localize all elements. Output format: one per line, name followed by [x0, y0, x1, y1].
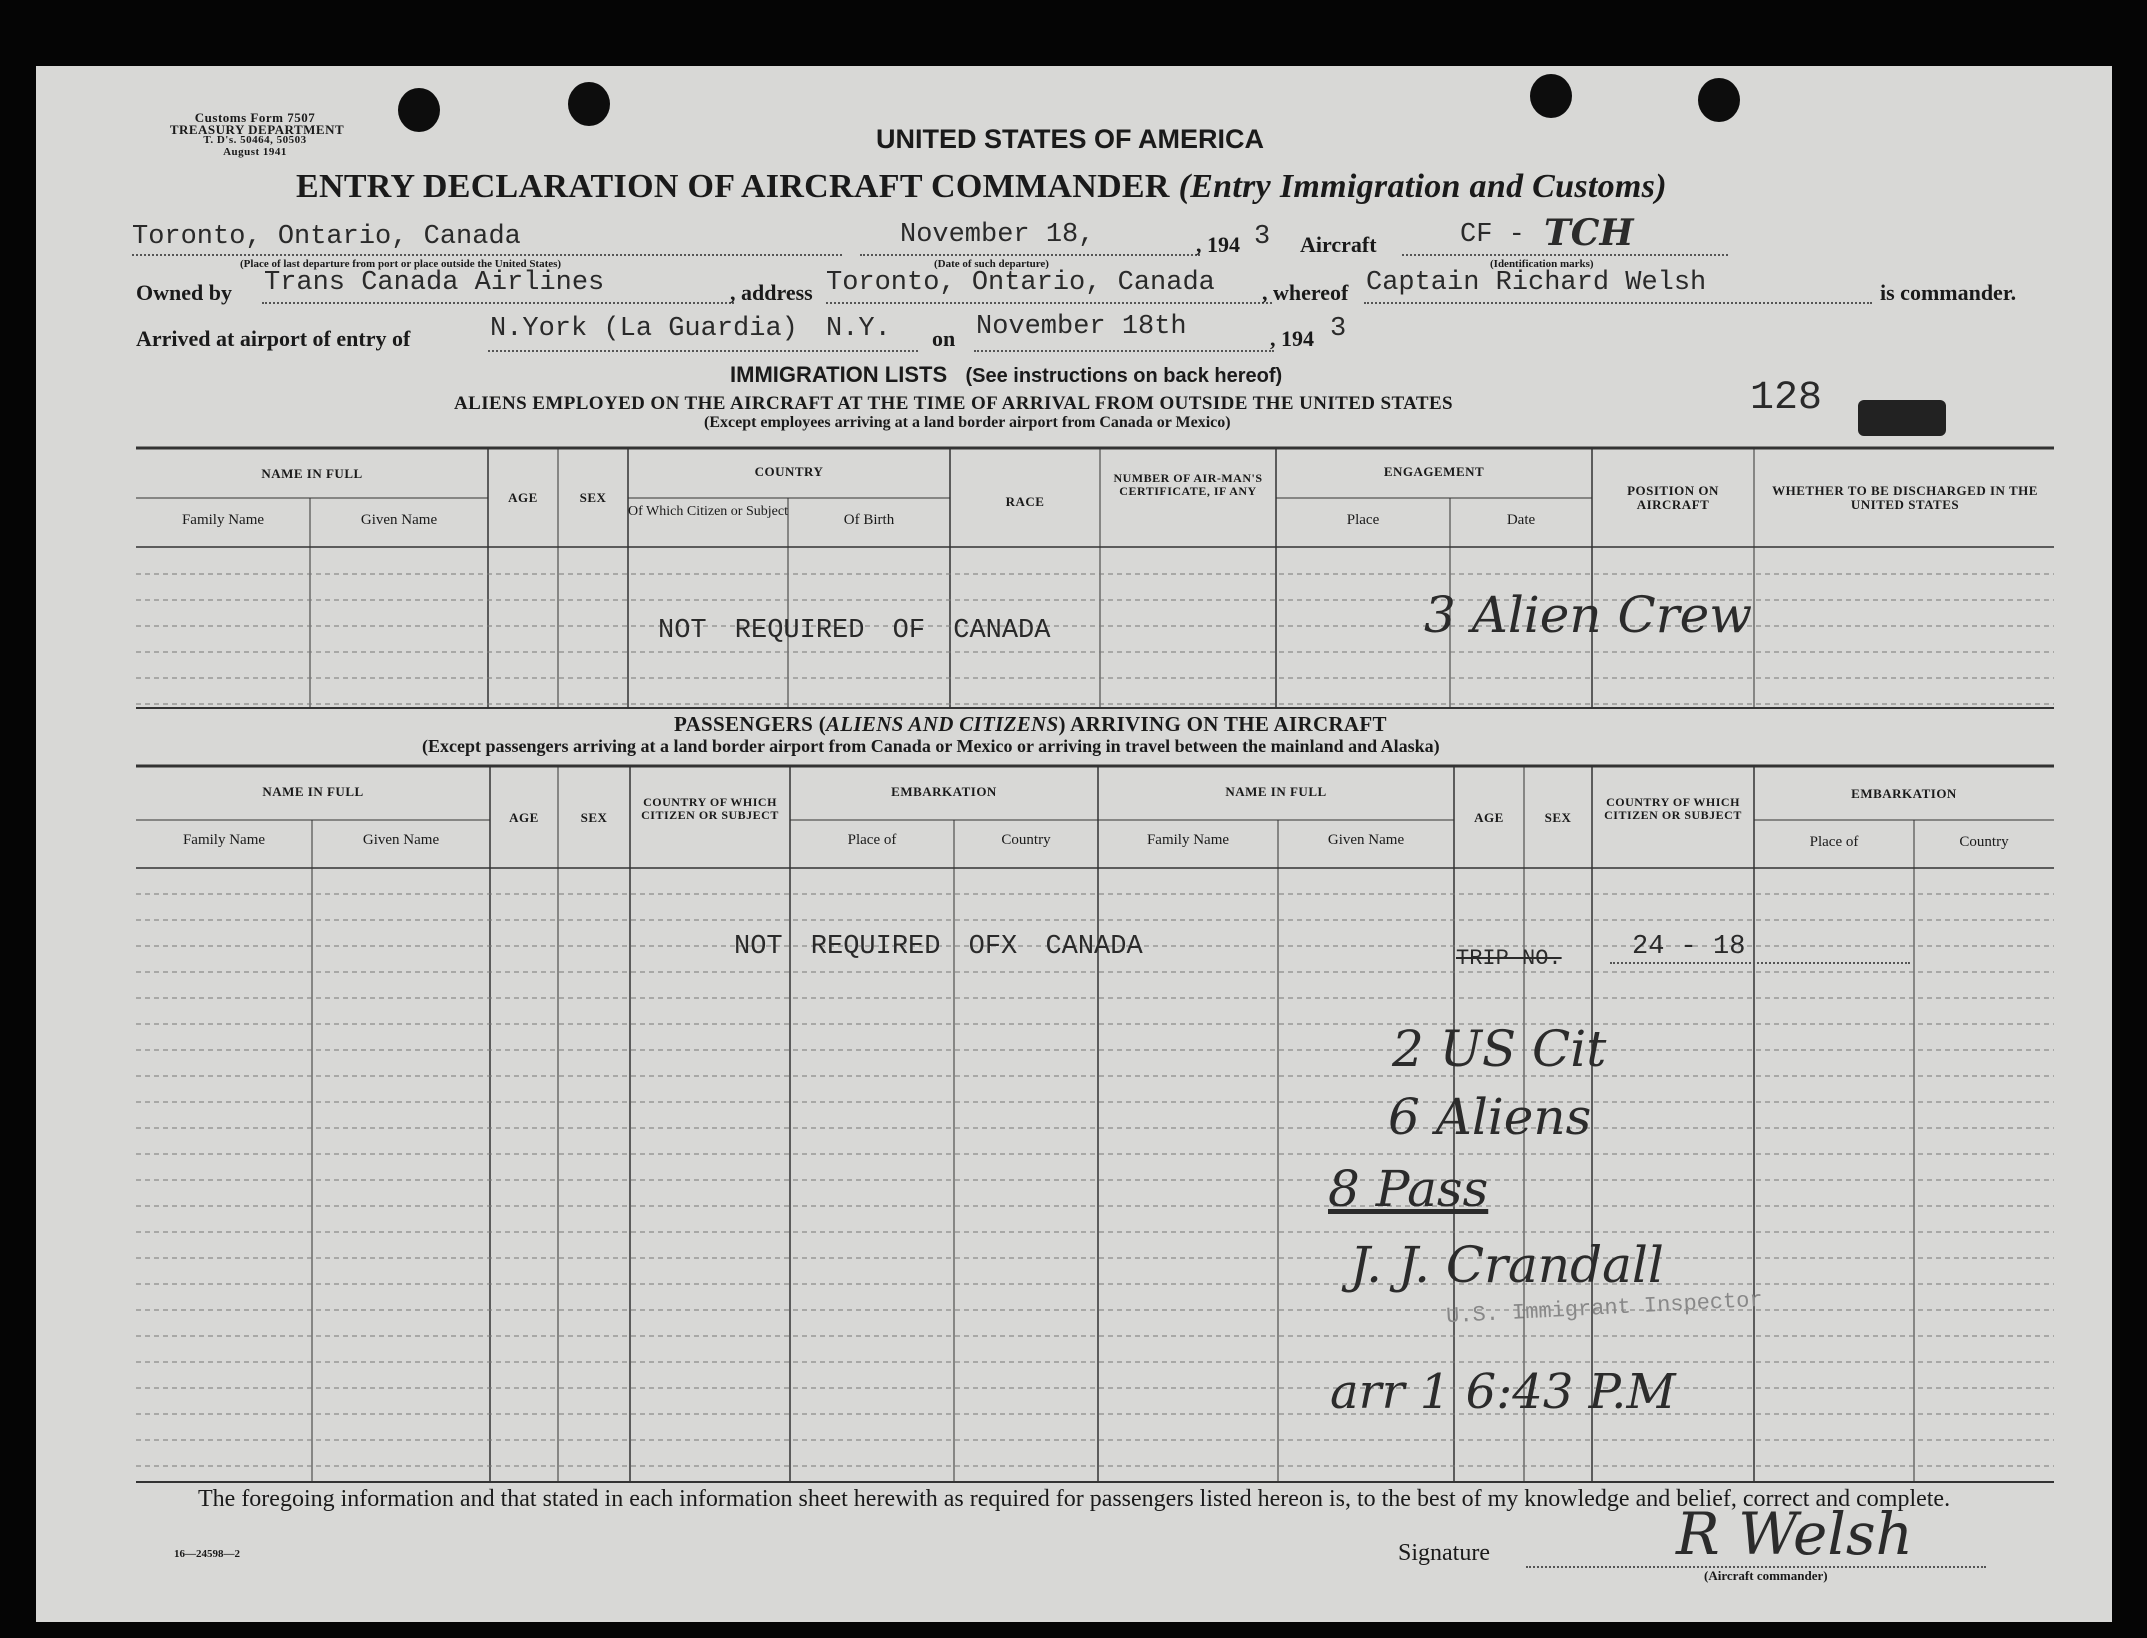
immigration-hand-note: 3 Alien Crew — [1424, 586, 1753, 644]
passengers-heading — [674, 712, 1387, 737]
arrival-date: November 18th — [976, 312, 1187, 342]
arrival-year-suffix: 3 — [1330, 314, 1347, 344]
hand-tally-line: 8 Pass — [1328, 1160, 1489, 1218]
form-tds: T. D's. 50464, 50503 — [203, 134, 307, 146]
declaration-text: The foregoing information and that stated in each information sheet herewith as required for passengers listed hereon is, to the best of my knowledge and belief, correct and complete. — [198, 1486, 1951, 1512]
hand-tally-line: 6 Aliens — [1388, 1088, 1592, 1146]
owned-by-label: Owned by — [136, 280, 232, 305]
hand-tally-line: J. J. Crandall — [1350, 1236, 1664, 1294]
col-airman-cert: NUMBER OF AIR-MAN'S CERTIFICATE, IF ANY — [1113, 471, 1263, 498]
col-age: AGE — [508, 490, 538, 505]
arrival-year-prefix: , 194 — [1270, 326, 1314, 351]
immigration-typed-note: NOT REQUIRED OF CANADA — [658, 616, 1051, 646]
commander-name: Captain Richard Welsh — [1366, 268, 1707, 298]
passengers-heading-suffix: ) ARRIVING ON THE AIRCRAFT — [1058, 712, 1387, 736]
trip-label: TRIP NO. — [1456, 946, 1562, 971]
passengers-typed-note: NOT REQUIRED OFX CANADA — [734, 932, 1143, 962]
col-engagement-place: Place — [1346, 512, 1380, 528]
col-engagement-date: Date — [1506, 512, 1536, 528]
immigration-subheading: ALIENS EMPLOYED ON THE AIRCRAFT AT THE TIME OF ARRIVAL FROM OUTSIDE THE UNITED STATES — [454, 393, 1454, 414]
arrival-on-label: on — [932, 326, 956, 351]
owner-name: Trans Canada Airlines — [264, 268, 605, 298]
whereof-label: , whereof — [1262, 280, 1349, 305]
immigration-heading-text: IMMIGRATION LISTS — [730, 362, 948, 387]
trip-number: 24 - 18 — [1632, 932, 1746, 962]
underline — [1610, 962, 1910, 964]
passengers-heading-prefix: PASSENGERS ( — [674, 712, 826, 736]
col-country-citizen: COUNTRY OF WHICH CITIZEN OR SUBJECT — [641, 795, 779, 822]
col-place-of: Place of — [847, 832, 897, 848]
col-sex: SEX — [579, 490, 607, 505]
col-given-name: Given Name — [360, 512, 438, 528]
departure-year-suffix: 3 — [1254, 222, 1271, 252]
arrival-airport: N.York (La Guardia) — [490, 314, 798, 344]
col-family-name: Family Name — [181, 512, 265, 528]
col-discharged: WHETHER TO BE DISCHARGED IN THE UNITED STATES — [1772, 483, 2038, 512]
signature: R Welsh — [1676, 1500, 1913, 1568]
form-date: August 1941 — [223, 146, 287, 158]
passengers-subnote: (Except passengers arriving at a land border airport from Canada or Mexico or arriving in travel between the mainland and Alaska) — [422, 736, 1440, 756]
col-family-name: Family Name — [1146, 832, 1230, 848]
owner-address: Toronto, Ontario, Canada — [826, 268, 1215, 298]
col-engagement: ENGAGEMENT — [1383, 464, 1485, 479]
col-age: AGE — [1474, 810, 1504, 825]
form-department: TREASURY DEPARTMENT — [169, 122, 345, 137]
arrival-label: Arrived at airport of entry of — [136, 326, 411, 351]
print-code: 16—24598—2 — [174, 1548, 240, 1560]
departure-place-caption: (Place of last departure from port or place outside the United States) — [240, 258, 562, 270]
aircraft-caption: (Identification marks) — [1490, 258, 1594, 270]
col-of-which-citizen: Of Which Citizen or Subject — [628, 504, 788, 519]
col-country: Country — [1001, 832, 1051, 848]
col-position: POSITION ON AIRCRAFT — [1627, 483, 1719, 512]
col-sex: SEX — [580, 810, 608, 825]
passengers-heading-italic: ALIENS AND CITIZENS — [826, 712, 1059, 736]
aircraft-label: Aircraft — [1300, 232, 1377, 257]
aircraft-mark: TCH — [1544, 212, 1634, 254]
aircraft-prefix: CF - — [1460, 220, 1525, 250]
col-country-citizen: COUNTRY OF WHICH CITIZEN OR SUBJECT — [1604, 795, 1742, 822]
col-embarkation: EMBARKATION — [891, 784, 997, 799]
form-title-italic: (Entry Immigration and Customs) — [1178, 168, 1667, 205]
arrival-state: N.Y. — [826, 314, 891, 344]
signature-caption: (Aircraft commander) — [1704, 1568, 1828, 1583]
country-title: UNITED STATES OF AMERICA — [876, 124, 1264, 154]
immigration-subnote: (Except employees arriving at a land border airport from Canada or Mexico) — [704, 414, 1231, 431]
departure-date: November 18, — [900, 220, 1095, 250]
col-name-in-full: NAME IN FULL — [262, 784, 364, 799]
departure-date-caption: (Date of such departure) — [934, 258, 1049, 270]
hand-tally-line: 2 US Cit — [1392, 1020, 1607, 1078]
signature-label: Signature — [1398, 1540, 1490, 1566]
form-number: Customs Form 7507 — [194, 110, 316, 125]
form-title-main: ENTRY DECLARATION OF AIRCRAFT COMMANDER — [296, 168, 1170, 205]
hand-tally-line: arr 1 6:43 P.M — [1330, 1364, 1676, 1420]
col-age: AGE — [509, 810, 539, 825]
col-given-name: Given Name — [362, 832, 440, 848]
col-of-birth: Of Birth — [843, 512, 895, 528]
col-place-of: Place of — [1809, 834, 1859, 850]
col-family-name: Family Name — [182, 832, 266, 848]
departure-place: Toronto, Ontario, Canada — [132, 222, 521, 252]
col-race: RACE — [1005, 494, 1045, 509]
inspector-stamp: U.S. Immigrant Inspector — [1445, 1287, 1764, 1330]
immigration-heading-note: (See instructions on back hereof) — [965, 365, 1283, 387]
col-name-in-full: NAME IN FULL — [1225, 784, 1327, 799]
col-country: Country — [1959, 834, 2009, 850]
address-label: , address — [730, 280, 813, 305]
commander-label: is commander. — [1880, 280, 2017, 305]
stamp-number: 128 — [1750, 376, 1823, 421]
col-country: COUNTRY — [754, 464, 824, 479]
col-given-name: Given Name — [1327, 832, 1405, 848]
col-sex: SEX — [1544, 810, 1572, 825]
col-name-in-full: NAME IN FULL — [261, 466, 363, 481]
col-embarkation: EMBARKATION — [1851, 786, 1957, 801]
departure-year-prefix: , 194 — [1196, 232, 1240, 257]
